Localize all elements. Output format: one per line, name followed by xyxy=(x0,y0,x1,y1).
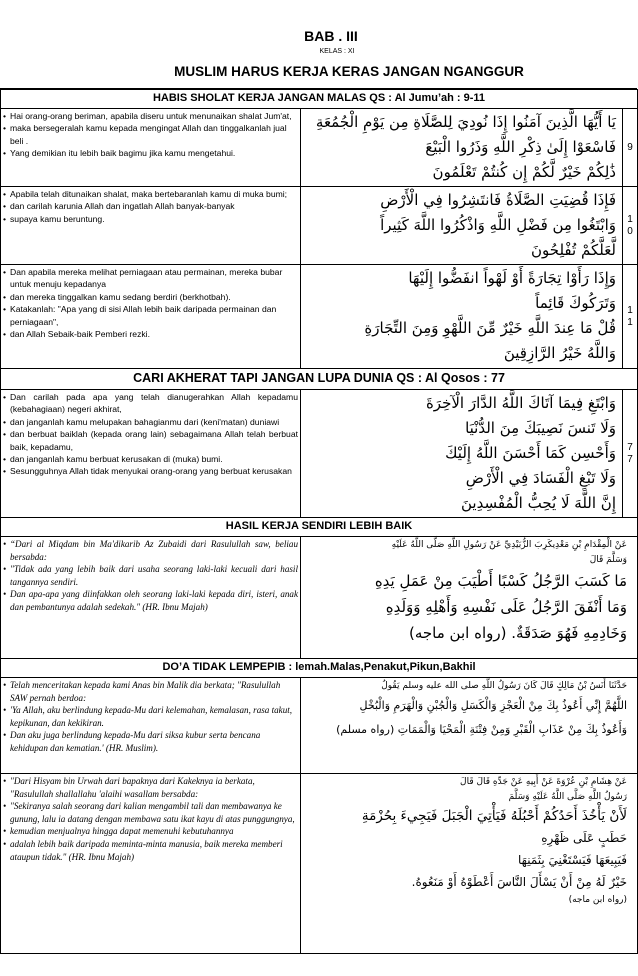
hadith-translation-cell xyxy=(1,678,301,774)
arabic-verse-cell xyxy=(301,265,623,369)
arabic-line: لَّعَلَّكُمْ تُفْلِحُونَ xyxy=(531,241,616,259)
translation-cell xyxy=(1,265,301,369)
content-table xyxy=(0,89,638,954)
verse-number xyxy=(623,187,638,265)
arabic-line: ذَٰلِكُمْ خَيْرٌ لَّكُمْ إِن كُنتُمْ تَعْلَمُونَ xyxy=(432,163,616,181)
arabic-line: اللَّهُمَّ إِنِّي أَعُوذُ بِكَ مِنْ الْعَجْزِ وَالْكَسَلِ وَالْجُبْنِ وَالْهَرَمِ وَالْبُخْلِ xyxy=(359,699,628,712)
translation-bullet: • Dan apabila mereka melihat perniagaan atau permainan, mereka bubar untuk menuju kepadanya xyxy=(3,266,298,291)
arabic-line: وَلَا تَبْغِ الْفَسَادَ فِي الْأَرْضِ xyxy=(465,469,616,487)
arabic-line: فَاسْعَوْا إِلَىٰ ذِكْرِ اللَّهِ وَذَرُوا الْبَيْعَ xyxy=(425,138,616,156)
arabic-line: لَأَنْ يَأْخُذَ أَحَدُكُمْ أَحْبُلَهُ فَيَأْتِيَ الْجَبَلَ فَيَجِيءَ بِحُزْمَةِ xyxy=(361,808,628,824)
translation-bullet: • Telah menceritakan kepada kami Anas bin Malik dia berkata; "Rasulullah SAW pernah berdoa: xyxy=(3,679,298,704)
document-table-wrapper xyxy=(0,88,637,954)
section-heading-hasil-kerja: HASIL KERJA SENDIRI LEBIH BAIK xyxy=(1,518,638,537)
translation-bullet: • "Sekiranya salah seorang dari kalian mengambil tali dan membawanya ke gunung, lalu ia datang dengan membawa satu ikat kayu di atas punggungnya, xyxy=(3,800,298,825)
translation-cell xyxy=(1,109,301,187)
arabic-line: وَابْتَغِ فِيمَا آتَاكَ اللَّهُ الدَّارَ الْآخِرَةَ xyxy=(425,394,616,412)
page-title: MUSLIM HARUS KERJA KERAS JANGAN NGANGGUR xyxy=(174,64,524,79)
arabic-sanad-line: وَسَلَّمَ قَالَ xyxy=(589,555,628,565)
translation-bullet: • Yang demikian itu lebih baik bagimu jika kamu mengetahui. xyxy=(3,147,298,159)
translation-bullet: • Dan carilah pada apa yang telah dianugerahkan Allah kepadamu (kebahagiaan) negeri akhirat, xyxy=(3,391,298,416)
translation-cell xyxy=(1,187,301,265)
arabic-line: وَأَعُوذُ بِكَ مِنْ عَذَابِ الْقَبْرِ وَمِنْ فِتْنَةِ الْمَحْيَا وَالْمَمَاتِ (رواه مسلم) xyxy=(336,723,628,736)
arabic-line: وَأَحْسِن كَمَا أَحْسَنَ اللَّهُ إِلَيْكَ xyxy=(445,444,616,462)
translation-bullet: • “Dari al Miqdam bin Ma'dikarib Az Zubaidi dari Rasulullah saw, beliau bersabda: xyxy=(3,538,298,563)
translation-bullet: • kemudian menjualnya hingga dapat memenuhi kebutuhannya xyxy=(3,825,298,838)
translation-bullet: • Katakanlah: "Apa yang di sisi Allah lebih baik daripada permainan dan perniagaan", xyxy=(3,303,298,328)
section-heading-doa: DO’A TIDAK LEMPEPIB : lemah.Malas,Penakut,Pikun,Bakhil xyxy=(1,659,638,678)
translation-bullet: • dan carilah karunia Allah dan ingatlah Allah banyak-banyak xyxy=(3,200,298,212)
translation-bullet: • Dan apa-apa yang diinfakkan oleh seorang laki-laki kepada diri, isteri, anak dan pembantunya adalah sedekah." (HR. Ibnu Majah) xyxy=(3,588,298,613)
arabic-hadith-cell xyxy=(301,678,638,774)
translation-bullet: • Apabila telah ditunaikan shalat, maka bertebaranlah kamu di muka bumi; xyxy=(3,188,298,200)
arabic-line: وَإِذَا رَأَوْا تِجَارَةً أَوْ لَهْواً انفَضُّوا إِلَيْهَا xyxy=(408,269,616,287)
translation-bullet: • dan mereka tinggalkan kamu sedang berdiri (berkhotbah). xyxy=(3,291,298,303)
arabic-sanad-line: عَنْ هِشَامِ بْنِ عُرْوَةَ عَنْ أَبِيهِ عَنْ جَدِّهِ قَالَ قَالَ xyxy=(460,777,628,787)
verse-number: 9 xyxy=(623,109,638,187)
translation-bullet: • Hai orang-orang beriman, apabila diseru untuk menunaikan shalat Jum'at, xyxy=(3,110,298,122)
hadith-translation-cell xyxy=(1,774,301,954)
arabic-source-line: (رواه ابن ماجه) xyxy=(568,895,628,905)
translation-bullet: • supaya kamu beruntung. xyxy=(3,213,298,225)
arabic-line: إِنَّ اللَّهَ لَا يُحِبُّ الْمُفْسِدِينَ xyxy=(461,494,616,512)
verse-number xyxy=(623,265,638,369)
chapter-label: BAB . III xyxy=(304,28,358,44)
section-heading-jumuah: HABIS SHOLAT KERJA JANGAN MALAS QS : Al Jumu’ah : 9-11 xyxy=(1,90,638,109)
arabic-line: وَمَا أَنْفَقَ الرَّجُلُ عَلَى نَفْسِهِ وَأَهْلِهِ وَوَلَدِهِ xyxy=(385,598,628,616)
translation-bullet: • "Tidak ada yang lebih baik dari usaha seorang laki-laki kecuali dari hasil tangannya sendiri. xyxy=(3,563,298,588)
translation-cell xyxy=(1,390,301,518)
arabic-line: وَلَا تَنسَ نَصِيبَكَ مِنَ الدُّنْيَا xyxy=(465,419,616,437)
arabic-line: وَاللَّهُ خَيْرُ الرَّازِقِينَ xyxy=(503,344,616,362)
arabic-line: مَا كَسَبَ الرَّجُلُ كَسْبًا أَطْيَبَ مِنْ عَمَلِ يَدِهِ xyxy=(374,572,628,590)
class-label: KELAS : XI xyxy=(319,48,355,55)
translation-bullet: • 'Ya Allah, aku berlindung kepada-Mu dari kelemahan, kemalasan, rasa takut, kepikunan, dan kekikiran. xyxy=(3,704,298,729)
arabic-line: فَإِذَا قُضِيَتِ الصَّلَاةُ فَانتَشِرُوا فِي الْأَرْضِ xyxy=(380,191,616,209)
arabic-verse-cell xyxy=(301,109,623,187)
translation-bullet: • Dan aku juga berlindung kepada-Mu dari siksa kubur serta bencana kehidupan dan kematian.' (HR. Muslim). xyxy=(3,729,298,754)
translation-bullet: • adalah lebih baik daripada meminta-minta manusia, baik mereka memberi ataupun tidak." (HR. Ibnu Majah) xyxy=(3,838,298,863)
translation-bullet: • dan janganlah kamu melupakan bahagianmu dari (keni'matan) duniawi xyxy=(3,416,298,428)
arabic-sanad-line: عَنْ الْمِقْدَامِ بْنِ مَعْدِيكَرِبَ الزُّبَيْدِيِّ عَنْ رَسُولِ اللَّهِ صَلَّى اللَّهُ عَلَيْهِ xyxy=(391,540,628,550)
arabic-verse-cell xyxy=(301,390,623,518)
translation-bullet: • "Dari Hisyam bin Urwah dari bapaknya dari Kakeknya ia berkata, "Rasulullah shallallahu 'alaihi wasallam bersabda: xyxy=(3,775,298,800)
arabic-line: وَابْتَغُوا مِن فَضْلِ اللَّهِ وَاذْكُرُوا اللَّهَ كَثِيراً xyxy=(380,216,616,234)
arabic-line: حَطَبٍ عَلَى ظَهْرِهِ xyxy=(541,831,628,845)
translation-bullet: • maka bersegeralah kamu kepada mengingat Allah dan tinggalkanlah jual beli . xyxy=(3,122,298,147)
verse-number-text: 10 xyxy=(627,213,633,237)
translation-bullet: • dan berbuat baiklah (kepada orang lain) sebagaimana Allah telah berbuat baik, kepadamu, xyxy=(3,428,298,453)
translation-bullet: • dan Allah Sebaik-baik Pemberi rezki. xyxy=(3,328,298,340)
verse-number-text: 11 xyxy=(627,304,633,328)
arabic-verse-cell xyxy=(301,187,623,265)
hadith-translation-cell xyxy=(1,537,301,659)
arabic-hadith-cell xyxy=(301,537,638,659)
arabic-line: وَخَادِمِهِ فَهُوَ صَدَقَةٌ. (رواه ابن ماجه) xyxy=(409,624,628,642)
arabic-line: يَا أَيُّهَا الَّذِينَ آمَنُوا إِذَا نُودِيَ لِلصَّلَاةِ مِن يَوْمِ الْجُمُعَةِ xyxy=(315,113,616,131)
translation-bullet: • Sesungguhnya Allah tidak menyukai orang-orang yang berbuat kerusakan xyxy=(3,465,298,477)
verse-number-text: 77 xyxy=(627,441,633,465)
verse-number xyxy=(623,390,638,518)
arabic-sanad-line: رَسُولُ اللَّهِ صَلَّى اللَّهُ عَلَيْهِ وَسَلَّمَ xyxy=(508,792,628,802)
arabic-line: وَتَرَكُوكَ قَائِماً xyxy=(535,294,616,312)
section-heading-qosos: CARI AKHERAT TAPI JANGAN LUPA DUNIA QS : Al Qosos : 77 xyxy=(1,369,638,390)
arabic-line: خَيْرٌ لَهُ مِنْ أَنْ يَسْأَلَ النَّاسَ أَعْطَوْهُ أَوْ مَنَعُوهُ. xyxy=(411,875,628,889)
arabic-hadith-cell xyxy=(301,774,638,954)
arabic-sanad-line: حَدَّثَنَا أَنَسُ بْنُ مَالِكٍ قَالَ كَانَ رَسُولُ اللَّهِ صلى الله عليه وسلم يَقُولُ xyxy=(381,681,628,691)
arabic-line: فَيَبِيعَهَا فَيَسْتَغْنِيَ بِثَمَنِهَا xyxy=(518,853,628,867)
translation-bullet: • dan janganlah kamu berbuat kerusakan di (muka) bumi. xyxy=(3,453,298,465)
arabic-line: قُلْ مَا عِندَ اللَّهِ خَيْرٌ مِّنَ اللَّهْوِ وَمِنَ التِّجَارَةِ xyxy=(364,319,616,337)
